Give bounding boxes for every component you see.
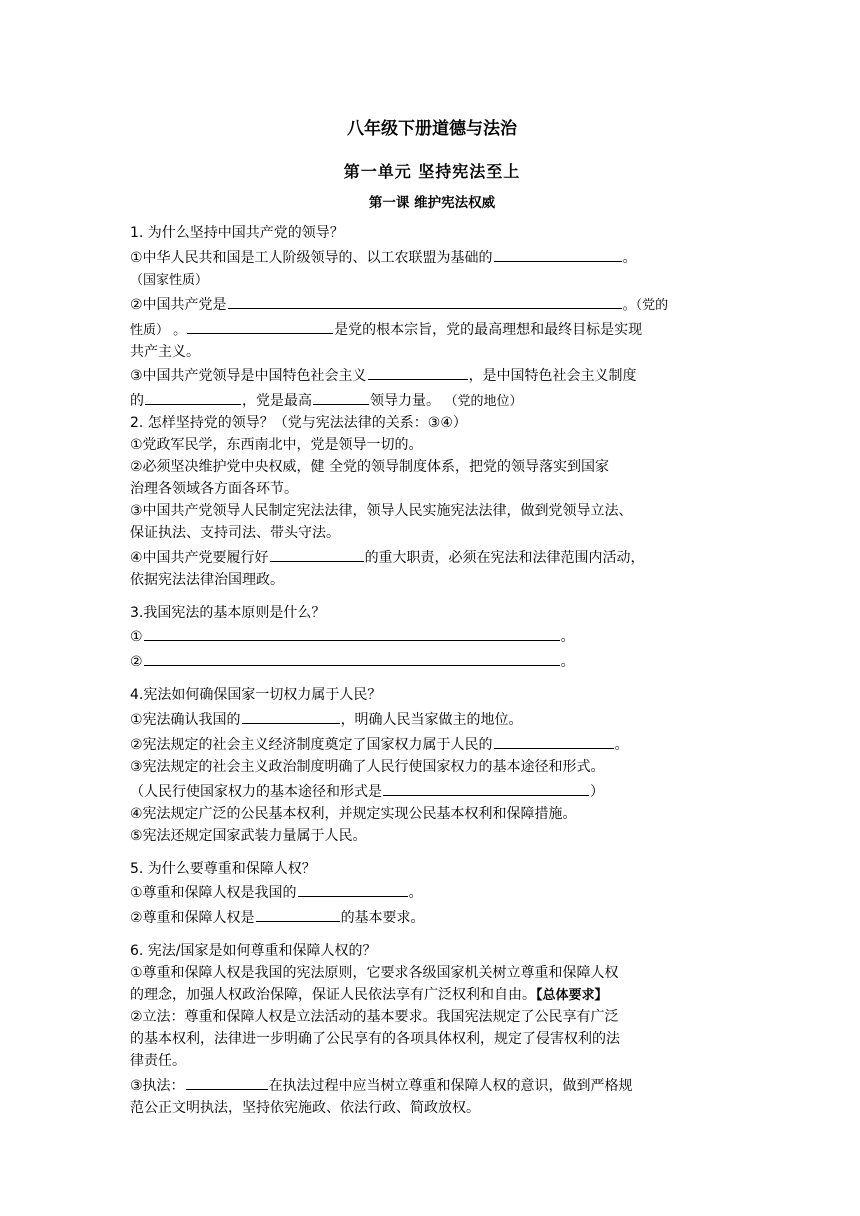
fill-blank[interactable] (242, 707, 340, 724)
fill-blank[interactable] (270, 545, 364, 562)
q1-text: （党的地位） (444, 394, 523, 410)
fill-blank[interactable] (313, 388, 369, 405)
q1-text: ①中华人民共和国是工人阶级领导的、以工农联盟为基础的 (130, 249, 493, 266)
q4-line: ④宪法规定广泛的公民基本权利，并规定实现公民基本权利和保障措施。 (130, 805, 577, 822)
q1-line (130, 363, 734, 388)
q4-line (130, 707, 734, 732)
spacer (130, 592, 734, 603)
q3-text: ① (130, 629, 143, 646)
q2-line: ②必须坚决维护党中央权威，健 全党的领导制度体系，把党的领导落实到国家 (130, 459, 609, 476)
q6-line (130, 985, 734, 1007)
q1-line (130, 292, 734, 317)
document-title: 八年级下册道德与法治 (347, 119, 517, 139)
q5-line (130, 905, 734, 930)
q1-text: 。 (622, 249, 637, 266)
q3-line (130, 649, 734, 674)
q1-text: 是党的根本宗旨，党的最高理想和最终目标是实现 (334, 321, 643, 338)
q2-text: 的重大职责，必须在宪法和法律范围内活动， (364, 549, 645, 566)
q6-line (130, 1073, 734, 1098)
q6-question: 6. 宪法/国家是如何尊重和保障人权的？ (130, 943, 377, 960)
q5-line (130, 880, 734, 905)
q5-question: 5. 为什么要尊重和保障人权？ (130, 860, 316, 877)
q4-question: 4.宪法如何确保国家一切权力属于人民？ (130, 687, 382, 704)
q2-line: ①党政军民学，东西南北中，党是领导一切的。 (130, 437, 423, 454)
q5-text: 。 (408, 885, 423, 902)
fill-blank[interactable] (145, 388, 241, 405)
q4-line: ③宪法规定的社会主义政治制度明确了人民行使国家权力的基本途径和形式。 (130, 758, 605, 775)
q6-line: ①尊重和保障人权是我国的宪法原则，它要求各级国家机关树立尊重和保障人权 (130, 965, 619, 982)
q1-line (130, 245, 734, 270)
spacer (130, 674, 734, 685)
spacer (130, 848, 734, 859)
q2-question: 2. 怎样坚持党的领导？（党与宪法法律的关系：③④） (130, 415, 467, 432)
q2-text: ④中国共产党要履行好 (130, 549, 269, 566)
q4-text: ②宪法规定的社会主义经济制度奠定了国家权力属于人民的 (130, 737, 493, 754)
q3-text: ② (130, 654, 143, 671)
fill-blank[interactable] (494, 245, 622, 262)
q4-text: ①宪法确认我国的 (130, 712, 241, 729)
fill-blank[interactable] (187, 317, 333, 334)
unit-title: 第一单元 坚持宪法至上 (343, 162, 521, 181)
q1-line (130, 317, 734, 342)
q6-text: 在执法过程中应当树立尊重和保障人权的意识，做到严格规 (268, 1077, 633, 1094)
lesson-title: 第一课 维护宪法权威 (368, 195, 496, 211)
fill-blank[interactable] (298, 880, 408, 897)
q6-line: 的基本权利，法律进一步明确了公民享有的各项具体权利，规定了侵害权利的法 (130, 1030, 620, 1047)
q2-line: 治理各领域各方面各环节。 (130, 480, 298, 497)
fill-blank[interactable] (494, 732, 614, 749)
q2-line: ③中国共产党领导人民制定宪法法律，领导人民实施宪法法律，做到党领导立法、 (130, 502, 633, 519)
q1-text: 的 (130, 393, 144, 410)
q4-text: ） (590, 783, 604, 800)
fill-blank[interactable] (368, 363, 468, 380)
q6-line: 律责任。 (130, 1052, 186, 1069)
q4-text: 。 (614, 737, 629, 754)
q1-text: 性质） 。 (130, 322, 187, 338)
fill-blank[interactable] (228, 292, 622, 309)
q1-line (130, 388, 734, 413)
fill-blank[interactable] (186, 1073, 268, 1090)
q5-text: 的基本要求。 (340, 910, 425, 927)
q1-text: ，是中国特色社会主义制度 (468, 368, 637, 385)
q4-line: ⑤宪法还规定国家武装力量属于人民。 (130, 827, 367, 844)
q3-question: 3.我国宪法的基本原则是什么？ (130, 604, 326, 621)
q4-text: ，明确人民当家做主的地位。 (340, 712, 523, 729)
q1-text: ③中国共产党领导是中国特色社会主义 (130, 368, 367, 385)
spacer (130, 930, 734, 941)
q6-line: ②立法：尊重和保障人权是立法活动的基本要求。我国宪法规定了公民享有广泛 (130, 1009, 619, 1025)
q1-text: ，党是最高 (242, 393, 312, 410)
q3-line (130, 624, 734, 649)
q6-line: 范公正文明执法，坚持依宪施政、依法行政、简政放权。 (130, 1099, 480, 1116)
q1-text: 领导力量。 (370, 393, 445, 410)
q1-line: （国家性质） (130, 272, 209, 288)
fill-blank[interactable] (383, 779, 589, 796)
q6-text: ③执法： (130, 1077, 185, 1094)
q1-question: 1. 为什么坚持中国共产党的领导？ (130, 225, 344, 241)
q2-line: 依据宪法法律治国理政。 (130, 571, 284, 588)
q5-text: ②尊重和保障人权是 (130, 910, 255, 927)
q3-text: 。 (560, 654, 575, 671)
q1-line: 共产主义。 (130, 343, 200, 360)
q1-text: ②中国共产党是 (130, 296, 227, 313)
q2-line: 保证执法、支持司法、带头守法。 (130, 524, 340, 541)
q6-text: 的理念，加强人权政治保障，保证人民依法享有广泛权利和自由。 (130, 987, 536, 1004)
q5-text: ①尊重和保障人权是我国的 (130, 885, 297, 902)
q1-text: 。（党的 (622, 297, 669, 313)
q3-text: 。 (560, 629, 575, 646)
q4-text: （人民行使国家权力的基本途径和形式是 (130, 783, 382, 800)
fill-blank[interactable] (144, 649, 560, 666)
fill-blank[interactable] (256, 905, 340, 922)
q4-line (130, 732, 734, 757)
q2-line (130, 545, 734, 570)
q6-label: 【总体要求】 (536, 988, 608, 1004)
fill-blank[interactable] (144, 624, 560, 641)
q4-line (130, 779, 734, 804)
